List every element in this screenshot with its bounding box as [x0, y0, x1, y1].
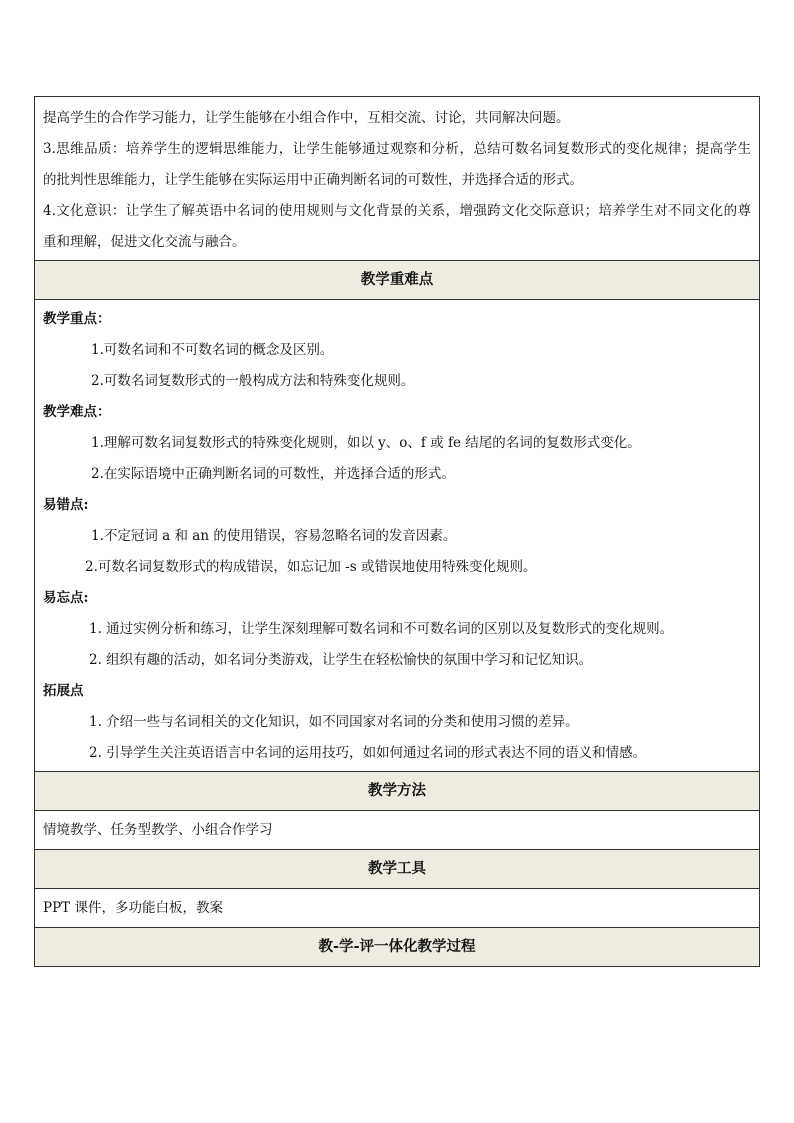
section-header-process: 教-学-评一体化教学过程 — [318, 938, 476, 955]
extension-item: 2. 引导学生关注英语语言中名词的运用技巧，如如何通过名词的形式表达不同的语义和情感。 — [89, 745, 647, 761]
error-prone-item: 2.可数名词复数形式的构成错误，如忘记加 -s 或错误地使用特殊变化规则。 — [85, 559, 537, 575]
tools-content: PPT 课件，多功能白板，教案 — [43, 900, 223, 916]
error-prone-label: 易错点: — [43, 497, 89, 513]
cultural-awareness-line: 4.文化意识：让学生了解英语中名词的使用规则与文化背景的关系，增强跨文化交际意识；培养学生对不同文化的尊 — [43, 203, 751, 219]
section-header-tools: 教学工具 — [368, 860, 426, 877]
easy-forget-item: 1. 通过实例分析和练习，让学生深刻理解可数名词和不可数名词的区别以及复数形式的变化规则。 — [89, 621, 674, 637]
lesson-plan-table — [34, 96, 760, 967]
difficult-point-item: 1.理解可数名词复数形式的特殊变化规则，如以 y、o、f 或 fe 结尾的名词的复数形式变化。 — [91, 435, 641, 451]
easy-forget-label: 易忘点: — [43, 590, 89, 606]
key-point-item: 1.可数名词和不可数名词的概念及区别。 — [91, 342, 334, 358]
section-header-key-difficult: 教学重难点 — [360, 271, 434, 288]
error-prone-item: 1.不定冠词 a 和 an 的使用错误，容易忽略名词的发音因素。 — [91, 528, 457, 544]
key-points-label: 教学重点： — [43, 311, 111, 327]
easy-forget-item: 2. 组织有趣的活动，如名词分类游戏，让学生在轻松愉快的氛围中学习和记忆知识。 — [89, 652, 593, 668]
extension-label: 拓展点 — [43, 683, 84, 699]
difficult-points-label: 教学难点： — [43, 404, 111, 420]
extension-item: 1. 介绍一些与名词相关的文化知识，如不同国家对名词的分类和使用习惯的差异。 — [89, 714, 579, 730]
section-header-methods: 教学方法 — [368, 782, 426, 799]
cultural-awareness-line-cont: 重和理解，促进文化交流与融合。 — [43, 234, 246, 250]
key-difficult-cell — [35, 300, 760, 772]
methods-content: 情境教学、任务型教学、小组合作学习 — [43, 822, 273, 838]
difficult-point-item: 2.在实际语境中正确判断名词的可数性，并选择合适的形式。 — [91, 466, 455, 482]
key-point-item: 2.可数名词复数形式的一般构成方法和特殊变化规则。 — [91, 373, 415, 389]
objectives-line: 提高学生的合作学习能力，让学生能够在小组合作中，互相交流、讨论，共同解决问题。 — [43, 110, 570, 126]
thinking-quality-line: 3.思维品质：培养学生的逻辑思维能力，让学生能够通过观察和分析，总结可数名词复数形式的变化规律；提高学生 — [43, 141, 751, 157]
objectives-cell — [35, 97, 760, 261]
thinking-quality-line-cont: 的批判性思维能力，让学生能够在实际运用中正确判断名词的可数性，并选择合适的形式。 — [43, 172, 583, 188]
